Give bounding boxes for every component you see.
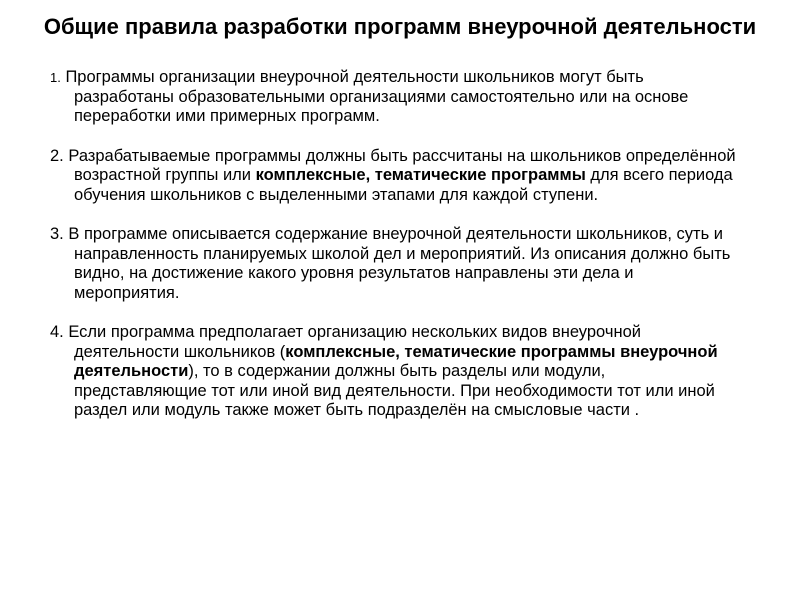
slide-title: Общие правила разработки программ внеурочной деятельности (43, 14, 757, 39)
rule-text-4-after: ), то в содержании должны быть разделы или модули, представляющие тот или иной вид деятельности. При необходимости тот или иной раздел или модуль также может быть подразделён на смысловые части . (74, 362, 715, 419)
rule-item-3 (50, 225, 740, 303)
rule-text-2-before: Разрабатываемые программы должны быть рассчитаны на школьников определённой возрастной группы или (68, 146, 736, 184)
rule-number-1: 1. (50, 70, 61, 85)
rule-item-4 (50, 323, 740, 421)
rule-item-2 (50, 147, 740, 206)
rule-number-2: 2. (50, 146, 64, 165)
rule-text-4-before: Если программа предполагает организацию нескольких видов внеурочной деятельности школьников ( (68, 323, 641, 361)
rule-text-1: Программы организации внеурочной деятельности школьников могут быть разработаны образовательными организациями самостоятельно или на основе переработки ими примерных программ. (65, 68, 689, 125)
rule-text-4-bold: комплексные, тематические программы внеурочной деятельности (74, 342, 718, 380)
rule-text-2-bold: комплексные, тематические программы (255, 166, 586, 184)
rule-number-3: 3. (50, 225, 64, 243)
rule-item-1 (50, 68, 740, 127)
rule-text-2-after: для всего периода обучения школьников с выделенными этапами для каждой ступени. (74, 166, 733, 204)
rule-number-4: 4. (50, 323, 64, 341)
rule-text-3: В программе описывается содержание внеурочной деятельности школьников, суть и направленность планируемых школой дел и мероприятий. Из описания должно быть видно, на достижение какого уровня результатов направлены эти дела и мероприятия. (68, 225, 731, 302)
rules-list (50, 68, 740, 441)
